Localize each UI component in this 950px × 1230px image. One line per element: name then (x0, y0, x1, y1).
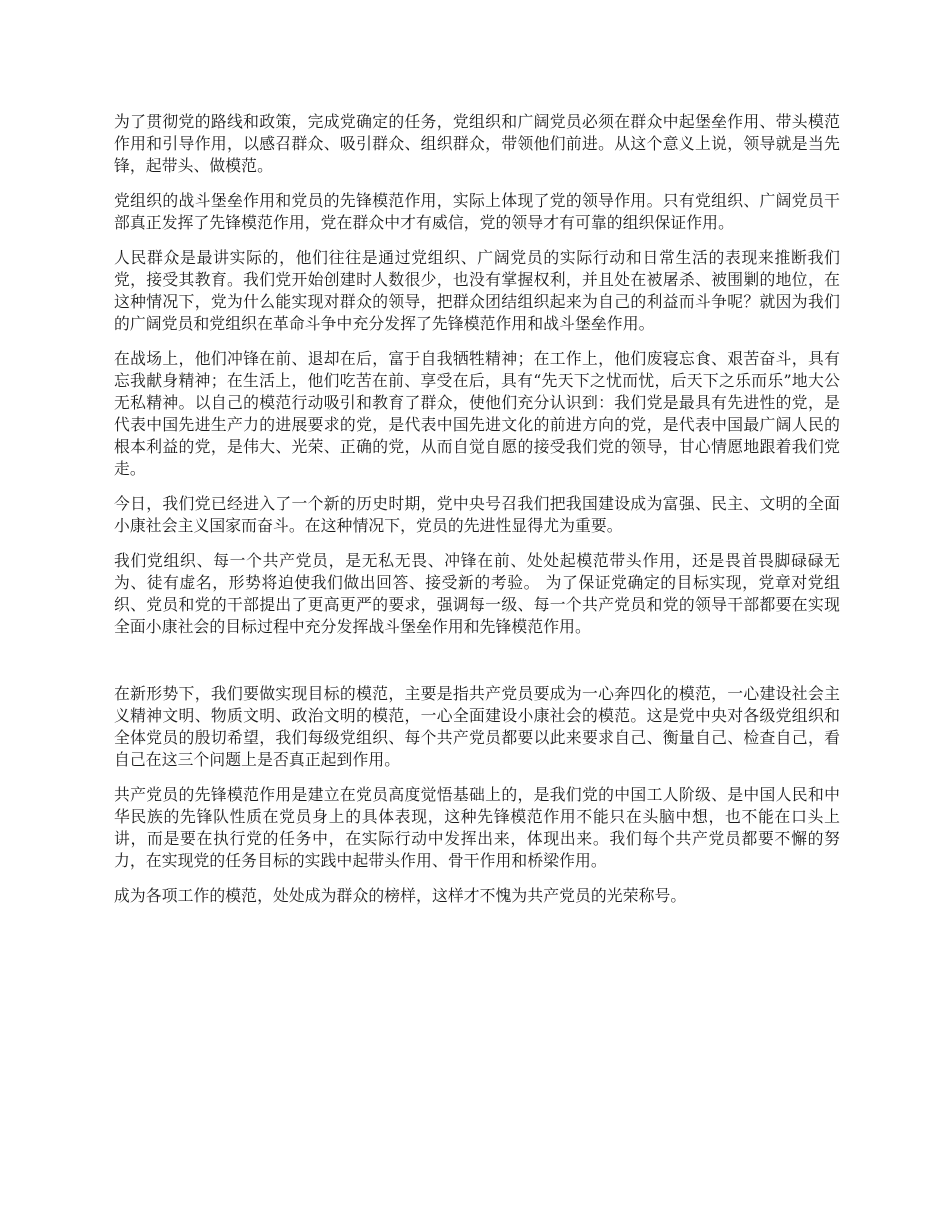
paragraph-1: 为了贯彻党的路线和政策，完成党确定的任务，党组织和广阔党员必须在群众中起堡垒作用、带头模范作用和引导作用，以感召群众、吸引群众、组织群众，带领他们前进。从这个意义上说，领导就是当先锋，起带头、做模范。 (114, 112, 840, 175)
section-gap (114, 651, 840, 683)
paragraph-9: 成为各项工作的模范，处处成为群众的榜样，这样才不愧为共产党员的光荣称号。 (114, 886, 687, 905)
document-body (114, 111, 840, 920)
paragraph-3: 人民群众是最讲实际的，他们往往是通过党组织、广阔党员的实际行动和日常生活的表现来推断我们党，接受其教育。我们党开始创建时人数很少，也没有掌握权利，并且处在被屠杀、被围剿的地位，在这种情况下，党为什么能实现对群众的领导，把群众团结组织起来为自己的利益而斗争呢？就因为我们的广阔党员和党组织在革命斗争中充分发挥了先锋模范作用和战斗堡垒作用。 (114, 248, 840, 333)
paragraph-7: 在新形势下，我们要做实现目标的模范，主要是指共产党员要成为一心奔四化的模范，一心建设社会主义精神文明、物质文明、政治文明的模范，一心全面建设小康社会的模范。这是党中央对各级党组织和全体党员的殷切希望，我们每级党组织、每个共产党员都要以此来要求自己、衡量自己、检查自己，看自己在这三个问题上是否真正起到作用。 (114, 684, 840, 769)
paragraph-5: 今日，我们党已经进入了一个新的历史时期，党中央号召我们把我国建设成为富强、民主、文明的全面小康社会主义国家而奋斗。在这种情况下，党员的先进性显得尤为重要。 (114, 494, 840, 535)
paragraph-8: 共产党员的先锋模范作用是建立在党员高度觉悟基础上的，是我们党的中国工人阶级、是中国人民和中华民族的先锋队性质在党员身上的具体表现，这种先锋模范作用不能只在头脑中想，也不能在口头上讲，而是要在执行党的任务中，在实际行动中发挥出来，体现出来。我们每个共产党员都要不懈的努力，在实现党的任务目标的实践中起带头作用、骨干作用和桥梁作用。 (114, 785, 840, 870)
paragraph-4: 在战场上，他们冲锋在前、退却在后，富于自我牺牲精神；在工作上，他们废寝忘食、艰苦奋斗，具有忘我献身精神；在生活上，他们吃苦在前、享受在后，具有“先天下之忧而忧，后天下之乐而乐”地大公无私精神。以自己的模范行动吸引和教育了群众，使他们充分认识到：我们党是最具有先进性的党，是代表中国先进生产力的进展要求的党，是代表中国先进文化的前进方向的党，是代表中国最广阔人民的根本利益的党，是伟大、光荣、正确的党，从而自觉自愿的接受我们党的领导，甘心情愿地跟着我们党走。 (114, 349, 840, 478)
paragraph-6: 我们党组织、每一个共产党员，是无私无畏、冲锋在前、处处起模范带头作用，还是畏首畏脚碌碌无为、徒有虚名，形势将迫使我们做出回答、接受新的考验。 为了保证党确定的目标实现，党章对党组织、党员和党的干部提出了更高更严的要求，强调每一级、每一个共产党员和党的领导干部都要在实现全面小康社会的目标过程中充分发挥战斗堡垒作用和先锋模范作用。 (114, 551, 840, 636)
paragraph-2: 党组织的战斗堡垒作用和党员的先锋模范作用，实际上体现了党的领导作用。只有党组织、广阔党员干部真正发挥了先锋模范作用，党在群众中才有威信，党的领导才有可靠的组织保证作用。 (114, 191, 840, 232)
